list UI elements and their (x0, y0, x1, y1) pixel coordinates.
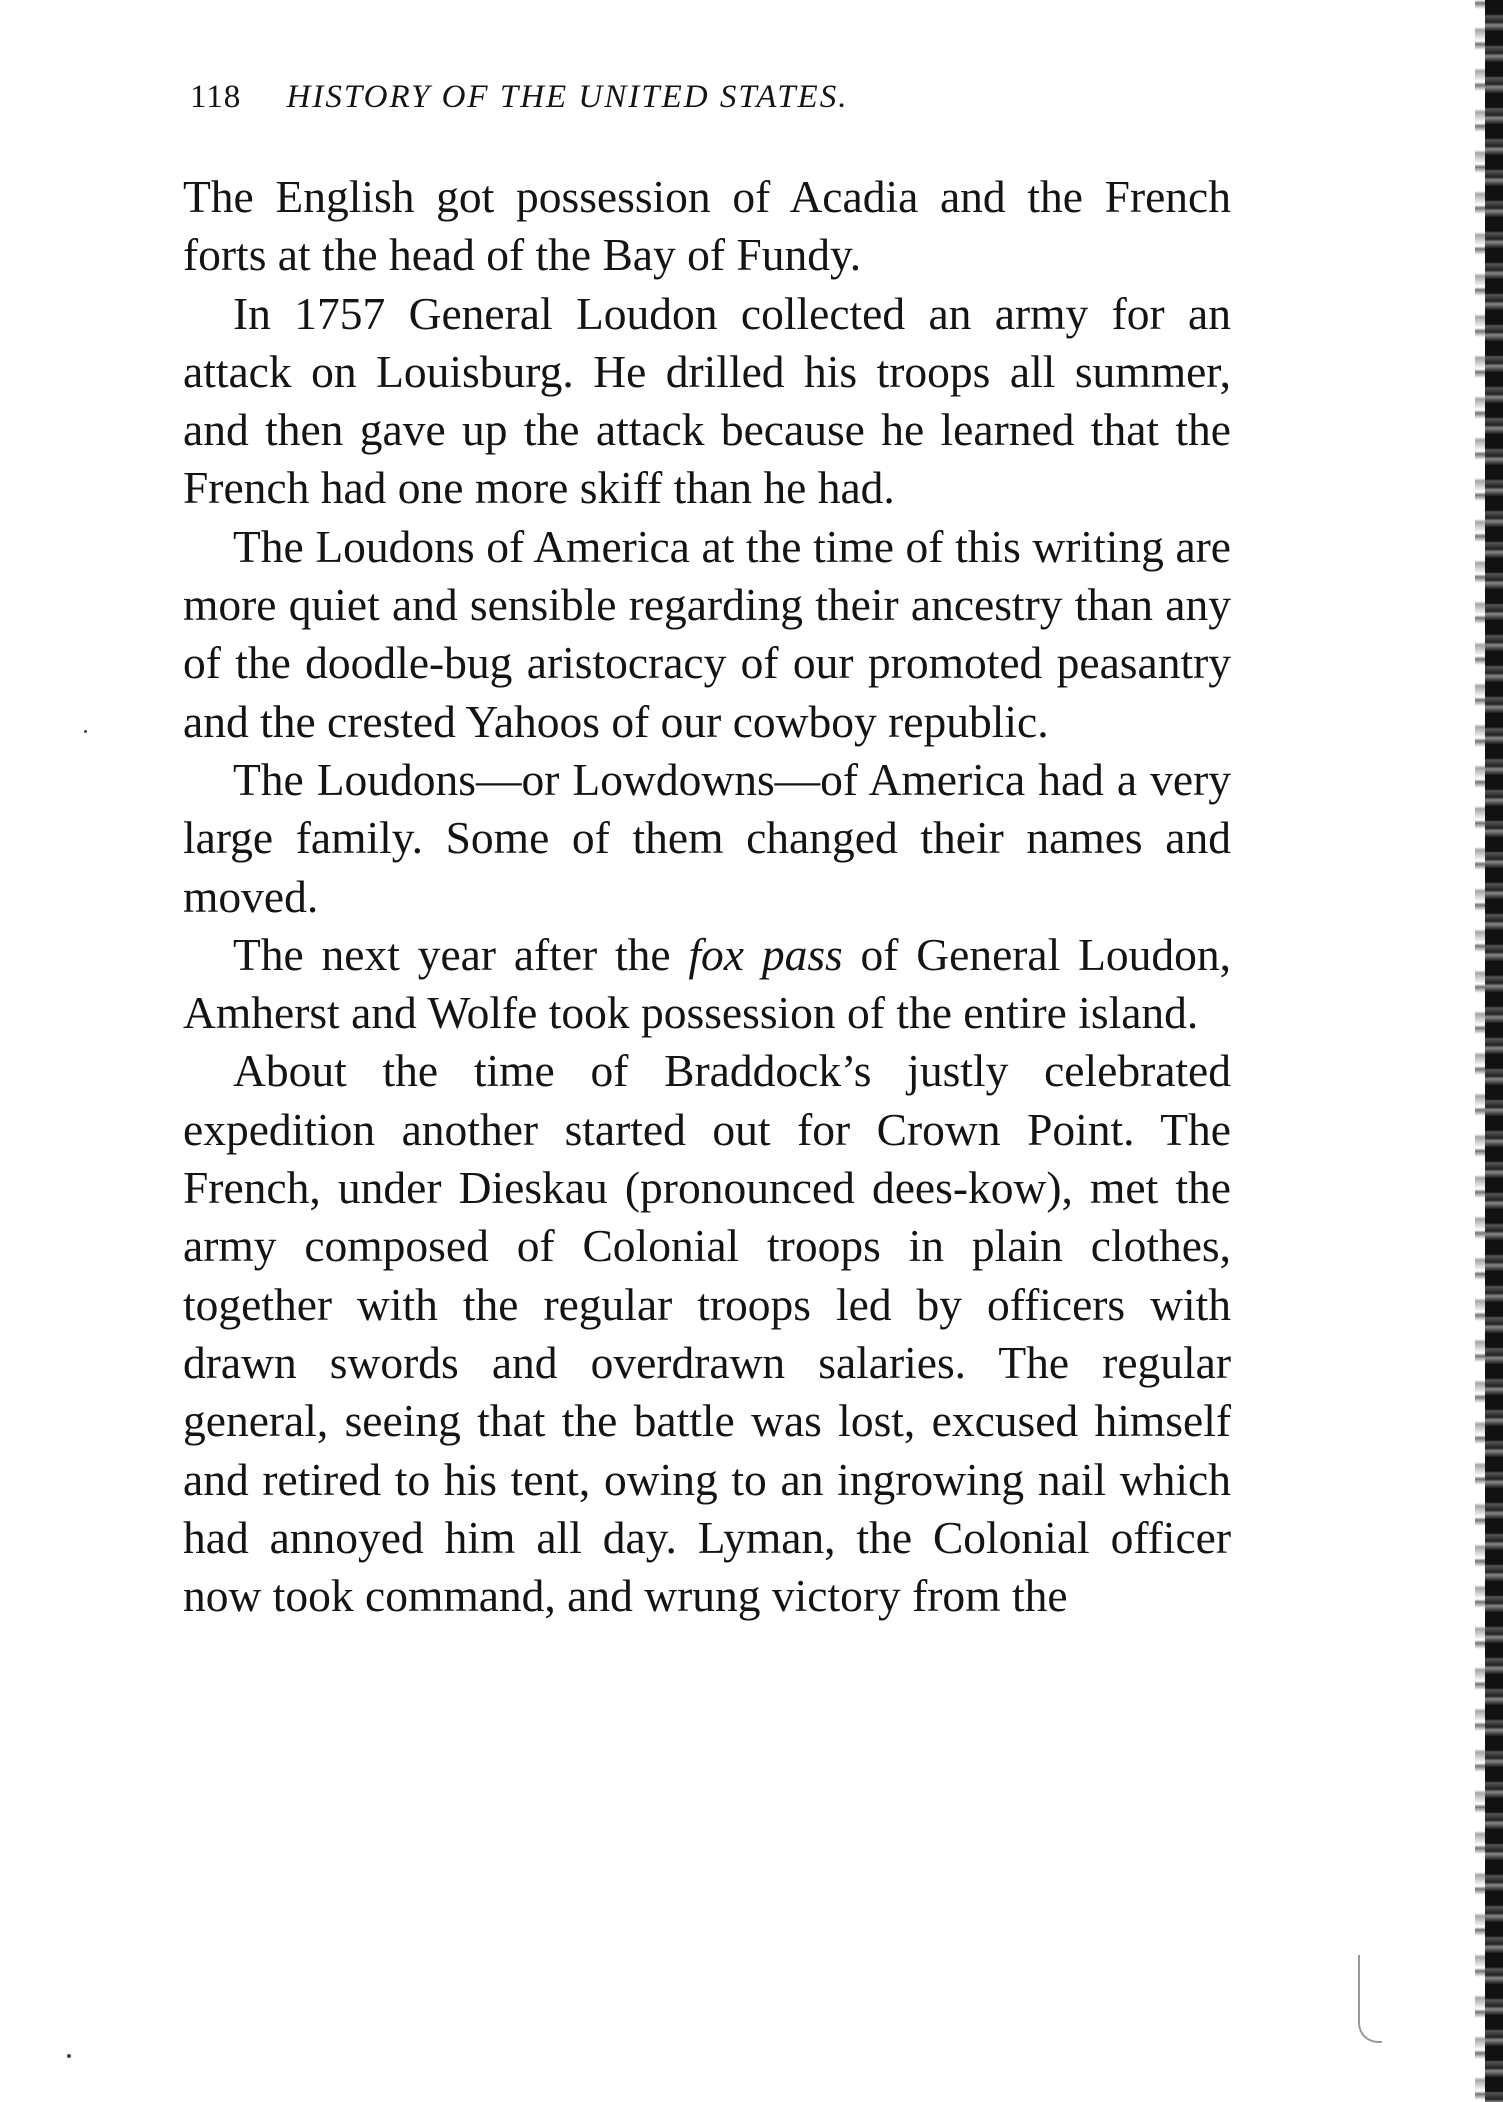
running-head (190, 72, 848, 122)
body-text (183, 168, 1231, 1625)
binding-edge-shadow (1485, 0, 1503, 2102)
paragraph-fox-pass (183, 926, 1231, 1043)
scan-artifact-dot (84, 730, 87, 733)
paragraph-acadia: The English got possession of Acadia and the French forts at the head of the Bay of Fundy. (183, 171, 1231, 281)
scan-artifact-mark (1358, 1955, 1382, 2043)
paragraph-crown-point: About the time of Braddock’s justly celebrated expedition another started out for Crown Point. The French, under Dieskau (pronounced dees-kow), met the army composed of Colonial troops in plain clothes, together with the regular troops led by officers with drawn swords and overdrawn salaries. The regular general, seeing that the battle was lost, excused himself and retired to his tent, owing to an ingrowing nail which had annoyed him all day. Lyman, the Colonial officer now took command, and wrung victory from the (183, 1045, 1231, 1622)
page-number: 118 (190, 79, 242, 115)
paragraph-fox-pass-tail: of General Loudon, Amherst and Wolfe took possession of the entire island. (183, 928, 1232, 1039)
paragraph-fox-pass-lead: The next year after the (233, 928, 689, 980)
paragraph-loudons-family: The Loudons—or Lowdowns—of America had a very large family. Some of them changed their names and moved. (183, 753, 1231, 922)
paragraph-loudon-army: In 1757 General Loudon collected an army for an attack on Louisburg. He drilled his troops all summer, and then gave up the attack because he learned that the French had one more skiff than he had. (183, 287, 1231, 514)
binding-edge-shading (1475, 0, 1485, 2102)
paragraph-loudons-ancestry: The Loudons of America at the time of this writing are more quiet and sensible regarding their ancestry than any of the doodle-bug aristocracy of our promoted peasantry and the crested Yahoos of our cowboy republic. (183, 520, 1231, 747)
fox-pass-phrase: fox pass (688, 928, 843, 980)
book-title: HISTORY OF THE UNITED STATES. (286, 79, 849, 115)
scan-artifact-dot (67, 2054, 71, 2058)
